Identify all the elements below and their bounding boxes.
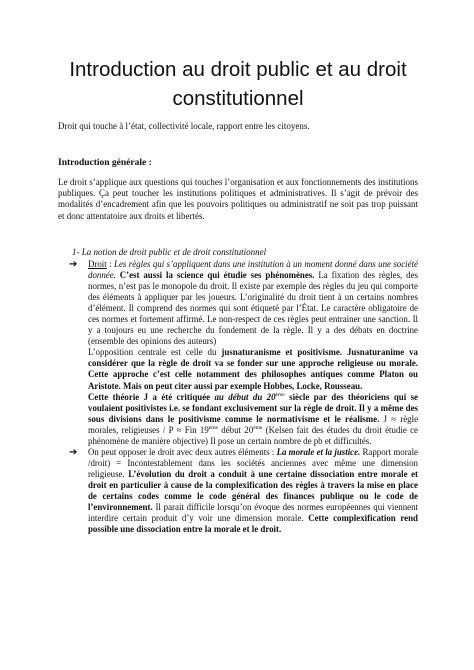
kelsen-sup-3: ème bbox=[253, 424, 263, 431]
list-item-morale-justice bbox=[58, 447, 418, 535]
morale-text-3: Il parait difficile lorsqu’on évoque des normes européennes qui viennent interdire certain produit d’y voir une dimension morale. bbox=[88, 502, 418, 524]
droit-explanation: La fixation des règles, des normes, n’est pas le monopole du droit. Il existe par exemple des règles du jeu qui comporte des éléments à appliquer par les joueurs. L’originalité du droit tient à un certains nombres d’élément. Il comprend des normes qui sont étiqueté par l’État. Le caractère obligatoire de ces normes et fortement affirmé. Le non-respect de ces règles peut entrainer une sanction. Il y a toujours eu une recherche du fondement de la règle. Il y a des débats en doctrine (ensemble des opinions des auteurs) bbox=[88, 270, 418, 347]
kelsen-sup-1: ème bbox=[275, 391, 285, 398]
intro-heading: Introduction générale : bbox=[58, 158, 152, 168]
document-subtitle: Droit qui touche à l’état, collectivité locale, rapport entre les citoyens. bbox=[58, 121, 310, 131]
kelsen-bold-1: Cette théorie J a été critiquée bbox=[88, 391, 215, 402]
opposition-paragraph bbox=[58, 347, 418, 391]
kelsen-bold-italic: au début du 20 bbox=[214, 391, 276, 402]
section-title: 1- La notion de droit public et de droit constitutionnel bbox=[72, 247, 267, 257]
morale-bold-2: Cette complexification rend possible une dissociation entre la morale et le droit. bbox=[88, 513, 418, 535]
droit-science: C’est aussi la science qui étudie ses phénomènes. bbox=[115, 270, 315, 281]
kelsen-paragraph bbox=[58, 392, 418, 447]
morale-text-2: Rapport morale /droit) = Incontestablement dans les sociétés anciennes avec même une dimension religieuse. bbox=[88, 446, 418, 479]
morale-justice-term: La morale et la justice. bbox=[276, 446, 361, 457]
term-separator: : bbox=[106, 259, 115, 269]
term-droit: Droit bbox=[88, 259, 107, 269]
droit-definition: Les règles qui s’appliquent dans une institution à un moment donné dans une société donnée. bbox=[88, 259, 418, 281]
morale-text-1: On peut opposer le droit avec deux autres éléments : bbox=[88, 446, 277, 457]
kelsen-text-2: début 20 bbox=[217, 424, 254, 435]
kelsen-bold-2: siècle par des théoriciens qui se voulaient positivistes i.e. se fondant exclusivement sur la règle de droit. Il y a même des sous divisions dans le positivisme comme le normativisme et le réalisme. bbox=[88, 391, 418, 424]
arrow-bullet-icon: ➔ bbox=[69, 259, 78, 270]
kelsen-text-3: (Kelsen fait des études du droit étudie ce phénomène de manière objective) Il pose un certain nombre de pb et difficultés. bbox=[88, 424, 418, 446]
kelsen-text-1: J ≈ règle morales, religieuses / P ≈ Fin 19 bbox=[88, 413, 419, 435]
intro-paragraph: Le droit s’applique aux questions qui touches l’organisation et aux fonctionnements des institutions publiques. Ça peut toucher les institutions politiques et administratives. Il s’agit de prévoir des modalités d’encadrement afin que les pouvoirs politiques ou administratif ne soit pas trop puissant et donc attentatoire aux droits et libertés. bbox=[58, 177, 418, 221]
morale-bold-1: L’évolution du droit a conduit à une certaine dissociation entre morale et droit en particulier à cause de la complexification des règles à travers la mise en place de certains codes comme le code général des finances publique ou le code de l’environnement. bbox=[88, 468, 419, 513]
document-title: Introduction au droit public et au droit constitutionnel bbox=[69, 58, 407, 110]
list-item-droit bbox=[58, 259, 418, 347]
kelsen-sup-2: ème bbox=[208, 424, 218, 431]
arrow-bullet-icon: ➔ bbox=[69, 446, 78, 458]
opposition-bold: jusnaturanisme et positivisme. Jusnaturanime va considérer que la règle de droit va se fonder sur une approche religieuse ou morale. Cette approche c’est celle notamment des philosophes antiques comme Platon ou Aristote. Mais on peut citer aussi par exemple Hobbes, Locke, Rousseau. bbox=[88, 347, 418, 391]
opposition-intro: L’opposition centrale est celle du bbox=[88, 347, 222, 358]
section-body bbox=[58, 259, 418, 535]
